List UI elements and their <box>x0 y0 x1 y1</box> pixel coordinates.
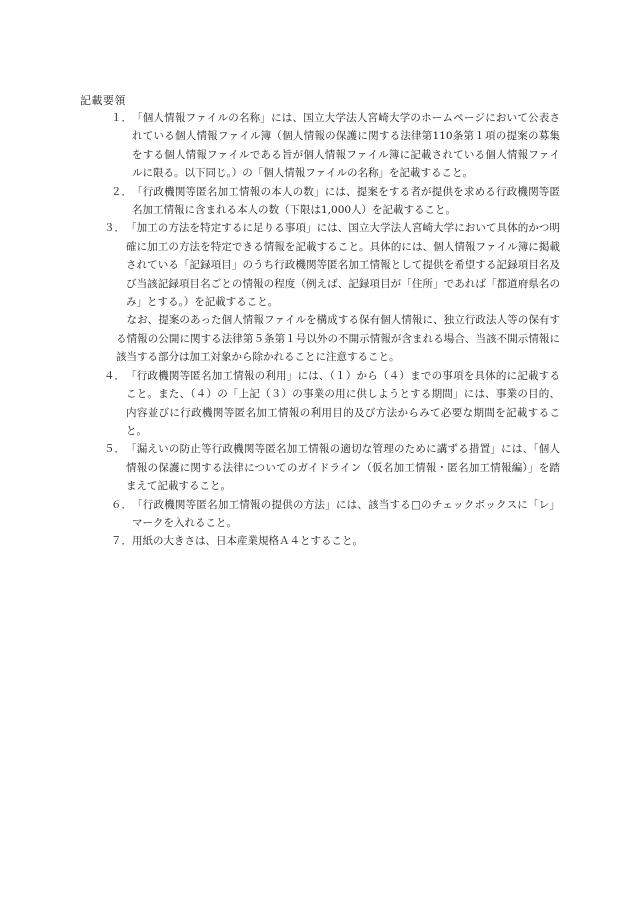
instructions-list <box>104 109 560 551</box>
item-text <box>126 440 560 495</box>
list-item <box>104 440 560 495</box>
item-paragraph: 「漏えいの防止等行政機関等匿名加工情報の適切な管理のために講ずる措置」には、「個人情報の保護に関する法律についてのガイドライン（仮名加工情報・匿名加工情報編）」を踏まえて記載すること。 <box>126 443 560 493</box>
item-text <box>116 219 560 366</box>
list-item <box>104 367 560 441</box>
list-item <box>104 532 560 550</box>
item-paragraph: 「加工の方法を特定するに足りる事項」には、国立大学法人宮崎大学において具体的かつ明確に加工の方法を特定できる情報を記載すること。具体的には、個人情報ファイル簿に掲載されている「記録項目」のうち行政機関等匿名加工情報として提供を希望する記録項目名及び当該記録項目名ごとの情報の程度（例えば、記録項目が「住所」であれば「都道府県名のみ」とする。）を記載すること。 <box>126 222 560 309</box>
item-number: ３． <box>104 222 125 235</box>
item-text <box>132 496 560 533</box>
item-text <box>132 109 560 183</box>
item-paragraph-note: なお、提案のあった個人情報ファイルを構成する保有個人情報に、独立行政法人等の保有する情報の公開に関する法律第５条第１号以外の不開示情報が含まれる場合、当該不開示情報に該当する部分は加工対象から除かれることに注意すること。 <box>116 314 560 364</box>
list-item <box>104 219 560 366</box>
list-item <box>104 109 560 183</box>
list-item <box>104 496 560 533</box>
item-paragraph: 用紙の大きさは、日本産業規格Ａ４とすること。 <box>132 535 363 548</box>
item-paragraph: 「行政機関等匿名加工情報の本人の数」には、提案をする者が提供を求める行政機関等匿名加工情報に含まれる本人の数（下限は1,000人）を記載すること。 <box>132 185 560 217</box>
item-number: ７． <box>111 535 132 548</box>
item-paragraph: 「行政機関等匿名加工情報の利用」には、（１）から（４）までの事項を具体的に記載すること。また、（４）の「上記（３）の事業の用に供しようとする期間」には、事業の目的、内容並びに行政機関等匿名加工情報の利用目的及び方法からみて必要な期間を記載すること。 <box>126 369 560 437</box>
list-item <box>104 183 560 220</box>
page-heading: 記載要領 <box>80 94 126 107</box>
item-text <box>132 532 560 550</box>
item-number: ６． <box>111 498 132 511</box>
item-number: ２． <box>111 185 132 198</box>
item-number: ４． <box>104 369 125 382</box>
item-paragraph: 「行政機関等匿名加工情報の提供の方法」には、該当する□のチェックボックスに「レ」マークを入れること。 <box>132 498 560 529</box>
item-number: ５． <box>104 443 125 456</box>
item-text <box>132 183 560 220</box>
item-number: １． <box>111 112 132 124</box>
item-paragraph: 「個人情報ファイルの名称」には、国立大学法人宮崎大学のホームページにおいて公表されている個人情報ファイル簿（個人情報の保護に関する法律第110条第１項の提案の募集をする個人情報ファイルである旨が個人情報ファイル簿に記載されている個人情報ファイルに限る。以下同じ。）の「個人情報ファイルの名称」を記載すること。 <box>132 112 560 180</box>
item-text <box>126 367 560 441</box>
